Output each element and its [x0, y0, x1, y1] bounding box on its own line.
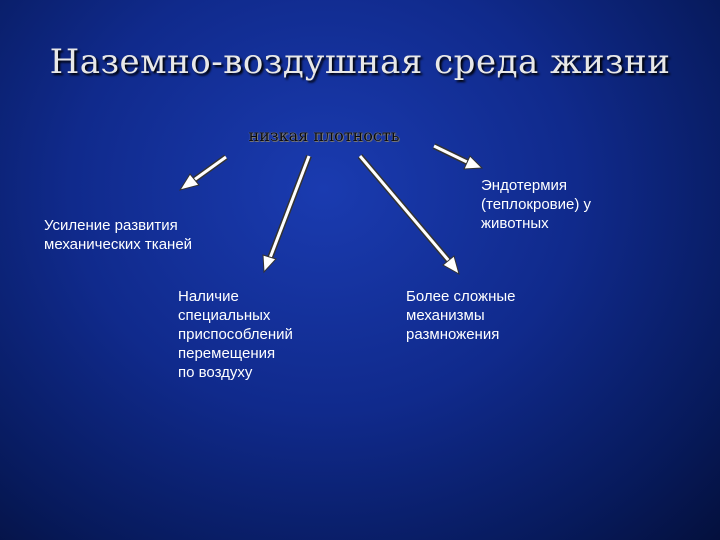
arrow-to-endothermy — [434, 146, 482, 169]
arrow-to-reproduction — [360, 156, 459, 274]
center-node-low-density: низкая плотность — [248, 126, 400, 145]
node-endothermy: Эндотермия (теплокровие) у животных — [481, 177, 592, 232]
node-mechanical-tissues: Усиление развития механических тканей — [44, 217, 193, 253]
arrow-to-adaptations — [263, 156, 309, 272]
node-reproduction: Более сложные механизмы размножения — [406, 288, 516, 343]
slide-title: Наземно-воздушная среда жизни — [49, 42, 671, 82]
node-flight-adaptations: Наличие специальных приспособлений перемещения по воздуху — [178, 288, 293, 381]
arrow-to-mechanical — [180, 157, 226, 190]
